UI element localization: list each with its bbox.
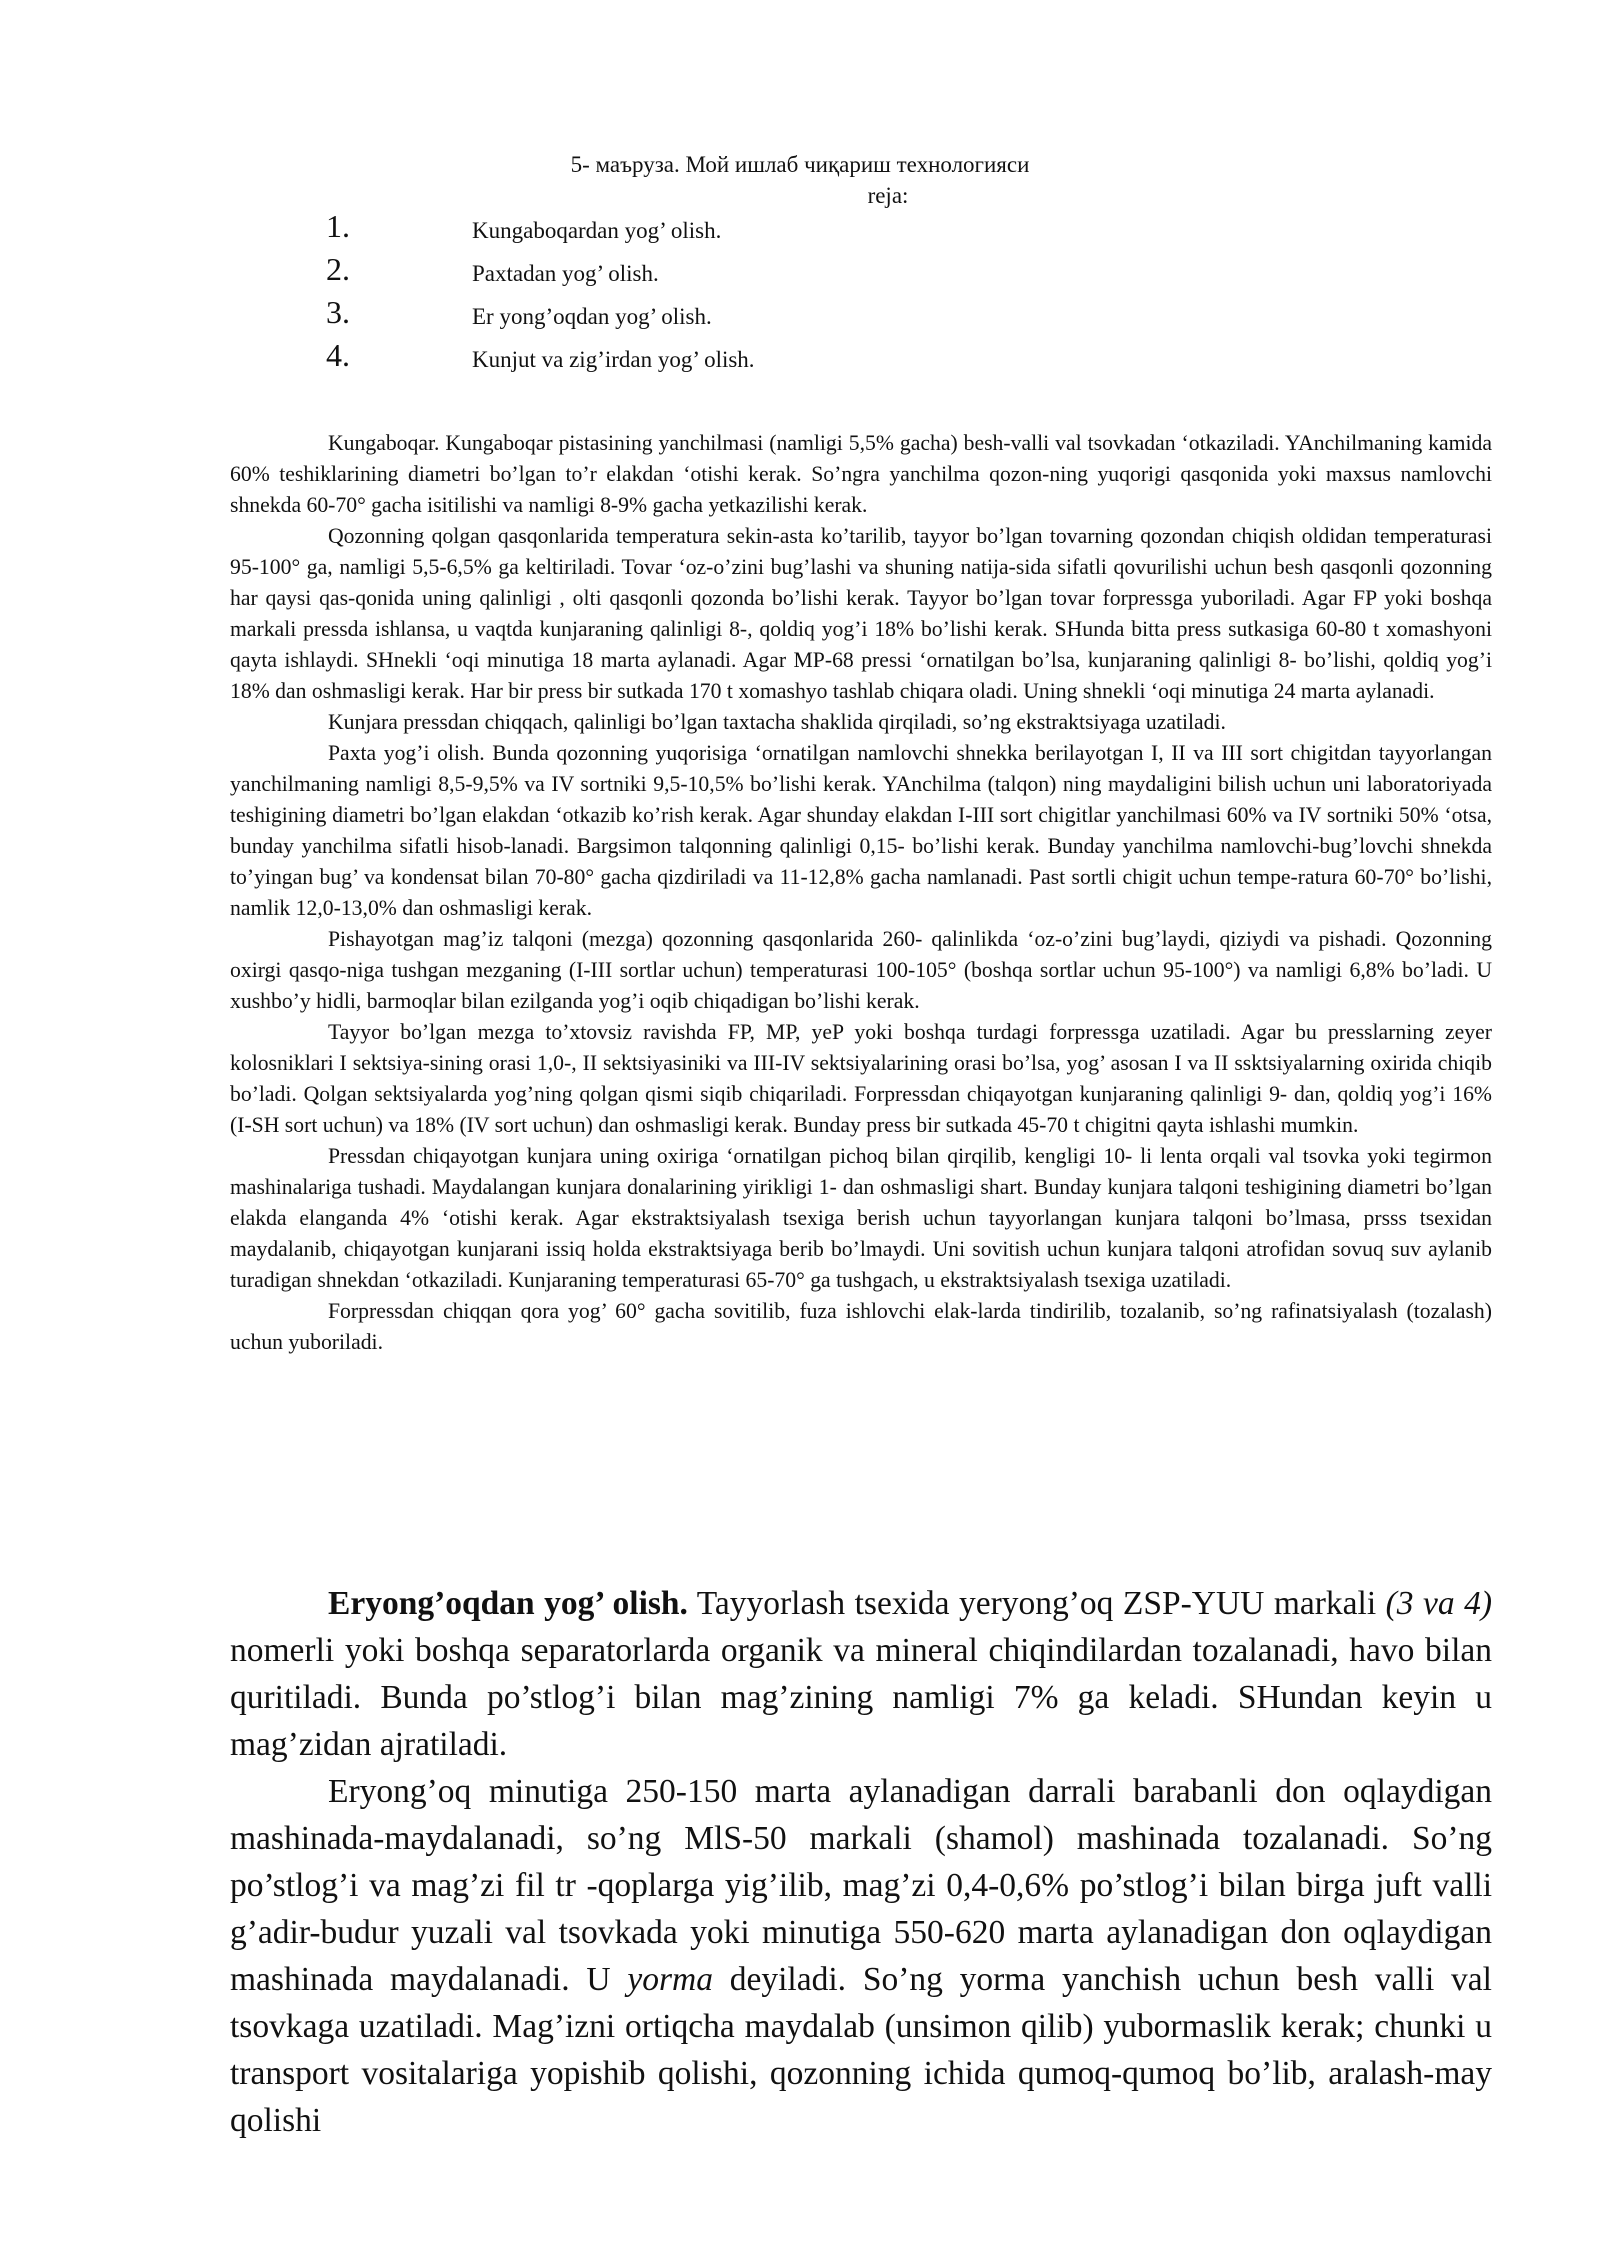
text-run: Eryong’oq minutiga 250-150 marta aylanadigan darrali barabanli don oqlaydigan mashinada-maydalanadi, so’ng MlS-50 markali (shamol) mashinada tozalanadi. So’ng po’stlog’i va mag’zi fil tr -qoplarga yig’ilib, mag’zi 0,4-0,6% po’stlog’i bilan birga juft valli g’adir-budur yuzali val tsovkada yoki minutiga 550-620 marta aylanadigan don oqlaydigan mashinada maydalanadi. U	[230, 1773, 1492, 1998]
paragraph-kettle: Qozonning qolgan qasqonlarida temperatura sekin-asta ko’tarilib, tayyor bo’lgan tovarning qozondan chiqish oldidan temperaturasi 95-100° ga, namligi 5,5-6,5% ga keltiriladi. Tovar ‘oz-o’zini bug’lashi va shuning natija-sida sifatli qovurilishi uchun besh qasqonli qozonning har qaysi qas-qonida uning qalinligi , olti qasqonli qozonda bo’lishi kerak. Tayyor bo’lgan tovar forpressga yuboriladi. Agar FP yoki boshqa markali pressda ishlansa, u vaqtda kunjaraning qalinligi 8-, qoldiq yog’i 18% bo’lishi kerak. SHunda bitta press sutkasiga 60-80 t xomashyoni qayta ishlaydi. SHnekli ‘oqi minutiga 18 marta aylanadi. Agar MP-68 pressi ‘ornatilgan bo’lsa, kunjaraning qalinligi 8- bo’lishi, qoldiq yog’i 18% dan oshmasligi kerak. Har bir press bir sutkada 170 t xomashyo tashlab chiqara oladi. Uning shnekli ‘oqi minutiga 24 marta aylanadi.	[230, 524, 1492, 703]
text-run: nomerli yoki boshqa separatorlarda organik va mineral chiqindilardan tozalanadi, havo bilan quritiladi. Bunda po’stlog’i bilan mag’zining namligi 7% ga keladi. SHundan keyin u mag’zidan ajratiladi.	[230, 1632, 1492, 1763]
plan-item	[326, 208, 1226, 257]
title-line-1: 5- маъруза. Мой ишлаб чиқариш технологияси	[570, 152, 1030, 177]
plan-item-number: 2.	[326, 251, 350, 287]
section-heading-peanut: Eryong’oqdan yog’ olish.	[328, 1585, 688, 1622]
plan-item-text: Er yong’oqdan yog’ olish.	[472, 304, 712, 329]
plan-item-number: 1.	[326, 208, 350, 244]
title-line-2: reja:	[867, 183, 909, 208]
plan-item	[326, 251, 1226, 300]
plan-item-number: 4.	[326, 337, 350, 373]
plan-item	[326, 337, 1226, 386]
paragraph-crude-oil: Forpressdan chiqqan qora yog’ 60° gacha sovitilib, fuza ishlovchi elak-larda tindirilib, tozalanib, so’ng rafinatsiyalash (tozalash) uchun yuboriladi.	[230, 1299, 1492, 1354]
body-text-large	[230, 1580, 1492, 2144]
paragraph-sunflower: Kungaboqar. Kungaboqar pistasining yanchilmasi (namligi 5,5% gacha) besh-valli val tsovkadan ‘otkaziladi. YAnchilmaning kamida 60% teshiklarining diametri bo’lgan to’r elakdan ‘otishi kerak. So’ngra yanchilma qozon-ning yuqorigi qasqonida yoki maxsus namlovchi shnekda 60-70° gacha isitilishi va namligi 8-9% gacha yetkazilishi kerak.	[230, 431, 1492, 517]
plan-list	[326, 208, 1226, 386]
paragraph-peanut-intro	[230, 1580, 1492, 1768]
body-text-small	[230, 428, 1492, 1358]
text-run: deyiladi. So’ng yorma yanchish uchun besh valli val tsovkaga uzatiladi. Mag’izni ortiqcha maydalab (unsimon qilib) yubormaslik kerak; chunki u transport vositalariga yopishib qolishi, qozonning ichida qumoq-qumoq bo’lib, aralash-may qolishi	[230, 1961, 1492, 2139]
plan-item-text: Kunjut va zig’irdan yog’ olish.	[472, 347, 755, 372]
plan-item-number: 3.	[326, 294, 350, 330]
italic-run: (3 va 4)	[1385, 1585, 1492, 1622]
plan-item-text: Kungaboqardan yog’ olish.	[472, 218, 722, 243]
paragraph-forpress: Tayyor bo’lgan mezga to’xtovsiz ravishda FP, MP, yeP yoki boshqa turdagi forpressga uzatiladi. Agar bu presslarning zeyer kolosniklari I sektsiya-sining orasi 1,0-, II sektsiyasiniki va III-IV sektsiyalarining orasi bo’lsa, yog’ asosan I va II ssktsiyalarning oxirida chiqib bo’ladi. Qolgan sektsiyalarda yog’ning qolgan qismi siqib chiqariladi. Forpressdan chiqayotgan kunjaraning qalinligi 9- dan, qoldiq yog’i 16% (I-SH sort uchun) va 18% (IV sort uchun) dan oshmasligi kerak. Bunday press bir sutkada 45-70 t chigitni qayta ishlashi mumkin.	[230, 1020, 1492, 1137]
paragraph-cake-cutting: Kunjara pressdan chiqqach, qalinligi bo’lgan taxtacha shaklida qirqiladi, so’ng ekstraktsiyaga uzatiladi.	[328, 710, 1226, 734]
paragraph-mezga: Pishayotgan mag’iz talqoni (mezga) qozonning qasqonlarida 260- qalinlikda ‘oz-o’zini bug’laydi, qiziydi va pishadi. Qozonning oxirgi qasqo-niga tushgan mezganing (I-III sortlar uchun) temperaturasi 100-105° (boshqa sortlar uchun 95-100°) va namligi 6,8% bo’ladi. U xushbo’y hidli, barmoqlar bilan ezilganda yog’i oqib chiqadigan bo’lishi kerak.	[230, 927, 1492, 1013]
paragraph-cottonseed: Paxta yog’i olish. Bunda qozonning yuqorisiga ‘ornatilgan namlovchi shnekka berilayotgan I, II va III sort chigitdan tayyorlangan yanchilmaning namligi 8,5-9,5% va IV sortniki 9,5-10,5% bo’lishi kerak. YAnchilma (talqon) ning maydaligini bilish uchun uni laboratoriyada teshigining diametri bo’lgan elakdan ‘otkazib ko’rish kerak. Agar shunday elakdan I-III sort chigitlar yanchilmasi 60% va IV sortniki 50% ‘otsa, bunday yanchilma sifatli hisob-lanadi. Bargsimon talqonning qalinligi 0,15- bo’lishi kerak. Bunday yanchilma namlovchi-bug’lovchi shnekda to’yingan bug’ va kondensat bilan 70-80° gacha qizdiriladi va 11-12,8% gacha namlanadi. Past sortli chigit uchun tempe-ratura 60-70° bo’lishi, namlik 12,0-13,0% dan oshmasligi kerak.	[230, 741, 1492, 920]
text-run: Tayyorlash tsexida yeryong’oq ZSP-YUU markali	[687, 1585, 1386, 1622]
plan-item	[326, 294, 1226, 343]
paragraph-peanut-process	[230, 1768, 1492, 2144]
italic-run: yorma	[627, 1961, 713, 1998]
plan-item-text: Paxtadan yog’ olish.	[472, 261, 659, 286]
paragraph-cake-processing: Pressdan chiqayotgan kunjara uning oxiriga ‘ornatilgan pichoq bilan qirqilib, kengligi 10- li lenta orqali val tsovka yoki tegirmon mashinalariga tushadi. Maydalangan kunjara donalarining yirikligi 1- dan oshmasligi shart. Bunday kunjara talqoni teshigining diametri bo’lgan elakda elanganda 4% ‘otishi kerak. Agar ekstraktsiyalash tsexiga berish uchun tayyorlangan kunjara talqoni bo’lmasa, prsss tsexidan maydalanib, chiqayotgan kunjarani issiq holda ekstraktsiyaga berib bo’lmaydi. Uni sovitish uchun kunjara talqoni atrofidan sovuq suv aylanib turadigan shnekdan ‘otkaziladi. Kunjaraning temperaturasi 65-70° ga tushgach, u ekstraktsiyalash tsexiga uzatiladi.	[230, 1144, 1492, 1292]
